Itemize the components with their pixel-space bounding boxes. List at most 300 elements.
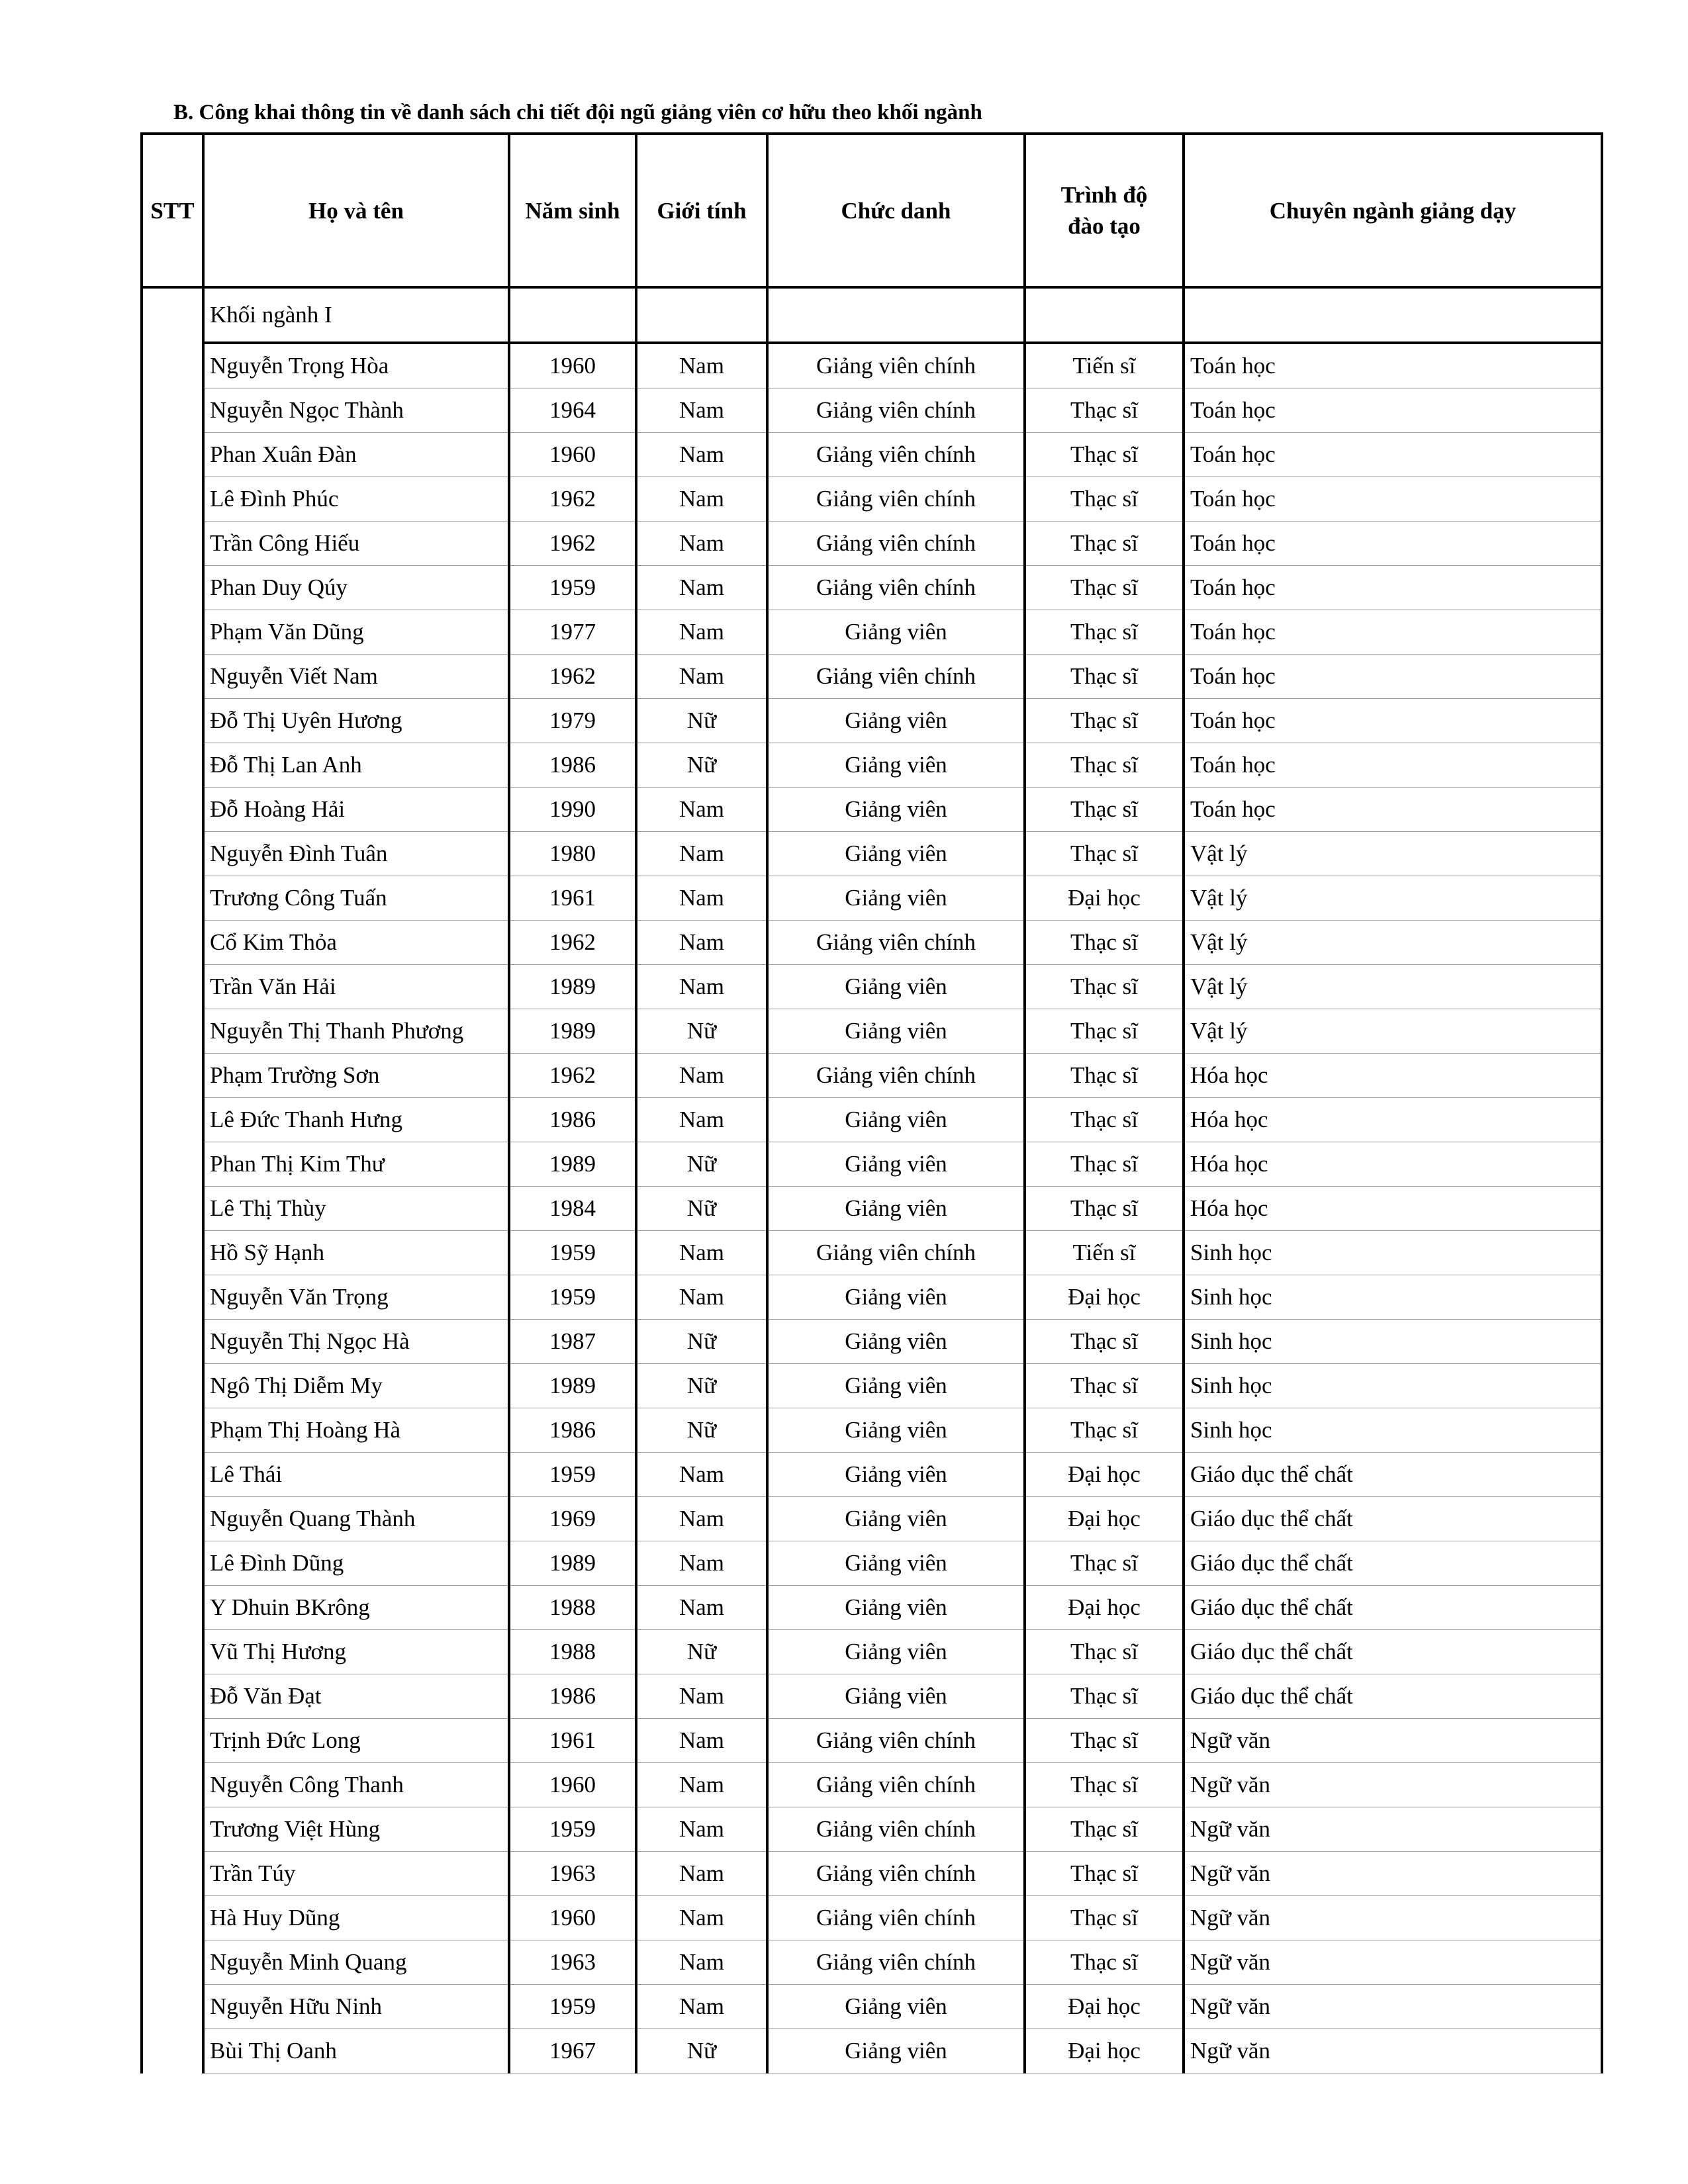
degree-cell: Thạc sĩ [1025, 477, 1184, 522]
gender-cell: Nam [636, 1719, 767, 1763]
title-cell: Giảng viên [767, 1275, 1025, 1320]
column-header-title: Chức danh [767, 134, 1025, 287]
gender-cell: Nam [636, 876, 767, 921]
major-cell: Hóa học [1184, 1054, 1602, 1098]
major-cell: Giáo dục thể chất [1184, 1630, 1602, 1674]
stt-cell [142, 1098, 203, 1142]
title-cell: Giảng viên chính [767, 1719, 1025, 1763]
birth-year-cell: 1962 [509, 477, 636, 522]
birth-year-cell: 1988 [509, 1586, 636, 1630]
degree-cell: Thạc sĩ [1025, 1364, 1184, 1408]
degree-cell: Đại học [1025, 1497, 1184, 1541]
stt-cell [142, 832, 203, 876]
birth-year-cell: 1960 [509, 343, 636, 388]
major-cell: Toán học [1184, 743, 1602, 788]
table-row [142, 477, 1602, 522]
column-header-name: Họ và tên [203, 134, 509, 287]
major-cell: Giáo dục thể chất [1184, 1586, 1602, 1630]
gender-cell: Nam [636, 343, 767, 388]
table-row [142, 1497, 1602, 1541]
table-body [142, 287, 1602, 2073]
gender-cell: Nam [636, 1674, 767, 1719]
stt-cell [142, 610, 203, 655]
gender-cell: Nam [636, 1586, 767, 1630]
degree-cell: Thạc sĩ [1025, 965, 1184, 1009]
birth-year-cell: 1961 [509, 1719, 636, 1763]
table-row [142, 1054, 1602, 1098]
empty-cell [1025, 287, 1184, 343]
gender-cell: Nữ [636, 2029, 767, 2073]
name-cell: Trương Công Tuấn [203, 876, 509, 921]
birth-year-cell: 1989 [509, 1364, 636, 1408]
gender-cell: Nam [636, 1763, 767, 1807]
birth-year-cell: 1961 [509, 876, 636, 921]
degree-cell: Thạc sĩ [1025, 1763, 1184, 1807]
column-header-stt: STT [142, 134, 203, 287]
gender-cell: Nữ [636, 1187, 767, 1231]
degree-cell: Tiến sĩ [1025, 1231, 1184, 1275]
name-cell: Phan Duy Qúy [203, 566, 509, 610]
title-cell: Giảng viên chính [767, 655, 1025, 699]
gender-cell: Nam [636, 1453, 767, 1497]
stt-cell [142, 1320, 203, 1364]
stt-cell [142, 699, 203, 743]
table-row [142, 876, 1602, 921]
table-row [142, 1187, 1602, 1231]
birth-year-cell: 1986 [509, 743, 636, 788]
degree-cell: Thạc sĩ [1025, 566, 1184, 610]
table-row [142, 1940, 1602, 1985]
birth-year-cell: 1986 [509, 1674, 636, 1719]
gender-cell: Nam [636, 1940, 767, 1985]
title-cell: Giảng viên [767, 1453, 1025, 1497]
gender-cell: Nam [636, 1497, 767, 1541]
degree-cell: Thạc sĩ [1025, 1408, 1184, 1453]
table-row [142, 1719, 1602, 1763]
name-cell: Lê Đình Dũng [203, 1541, 509, 1586]
title-cell: Giảng viên [767, 610, 1025, 655]
stt-cell [142, 433, 203, 477]
name-cell: Nguyễn Trọng Hòa [203, 343, 509, 388]
name-cell: Nguyễn Ngọc Thành [203, 388, 509, 433]
stt-cell [142, 1586, 203, 1630]
degree-cell: Thạc sĩ [1025, 1852, 1184, 1896]
name-cell: Ngô Thị Diễm My [203, 1364, 509, 1408]
degree-cell: Thạc sĩ [1025, 522, 1184, 566]
title-cell: Giảng viên chính [767, 921, 1025, 965]
degree-cell: Thạc sĩ [1025, 1187, 1184, 1231]
name-cell: Phạm Thị Hoàng Hà [203, 1408, 509, 1453]
table-row [142, 965, 1602, 1009]
title-cell: Giảng viên [767, 788, 1025, 832]
name-cell: Bùi Thị Oanh [203, 2029, 509, 2073]
degree-cell: Thạc sĩ [1025, 743, 1184, 788]
table-row [142, 1896, 1602, 1940]
birth-year-cell: 1989 [509, 1142, 636, 1187]
gender-cell: Nam [636, 1541, 767, 1586]
table-row [142, 1408, 1602, 1453]
birth-year-cell: 1962 [509, 522, 636, 566]
stt-cell [142, 743, 203, 788]
name-cell: Nguyễn Viết Nam [203, 655, 509, 699]
stt-cell [142, 1453, 203, 1497]
lecturer-table [140, 132, 1603, 2073]
table-row [142, 1541, 1602, 1586]
gender-cell: Nam [636, 1275, 767, 1320]
table-row [142, 1763, 1602, 1807]
title-cell: Giảng viên [767, 743, 1025, 788]
gender-cell: Nữ [636, 743, 767, 788]
birth-year-cell: 1959 [509, 566, 636, 610]
stt-cell [142, 1054, 203, 1098]
table-row [142, 699, 1602, 743]
major-cell: Toán học [1184, 343, 1602, 388]
stt-cell [142, 1763, 203, 1807]
table-row [142, 655, 1602, 699]
gender-cell: Nữ [636, 699, 767, 743]
stt-cell [142, 788, 203, 832]
name-cell: Trần Túy [203, 1852, 509, 1896]
gender-cell: Nam [636, 1231, 767, 1275]
gender-cell: Nam [636, 965, 767, 1009]
title-cell: Giảng viên [767, 1320, 1025, 1364]
title-cell: Giảng viên [767, 1142, 1025, 1187]
name-cell: Phan Xuân Đàn [203, 433, 509, 477]
table-row [142, 522, 1602, 566]
stt-cell [142, 566, 203, 610]
title-cell: Giảng viên [767, 1985, 1025, 2029]
degree-cell: Thạc sĩ [1025, 1142, 1184, 1187]
name-cell: Nguyễn Văn Trọng [203, 1275, 509, 1320]
column-header-gender: Giới tính [636, 134, 767, 287]
title-cell: Giảng viên chính [767, 477, 1025, 522]
stt-cell [142, 1985, 203, 2029]
table-row [142, 433, 1602, 477]
birth-year-cell: 1960 [509, 1896, 636, 1940]
name-cell: Đỗ Thị Uyên Hương [203, 699, 509, 743]
degree-cell: Thạc sĩ [1025, 1896, 1184, 1940]
gender-cell: Nam [636, 1852, 767, 1896]
birth-year-cell: 1989 [509, 965, 636, 1009]
stt-cell [142, 1009, 203, 1054]
name-cell: Hồ Sỹ Hạnh [203, 1231, 509, 1275]
major-cell: Ngữ văn [1184, 1763, 1602, 1807]
major-cell: Vật lý [1184, 876, 1602, 921]
name-cell: Y Dhuin BKrông [203, 1586, 509, 1630]
birth-year-cell: 1980 [509, 832, 636, 876]
gender-cell: Nữ [636, 1009, 767, 1054]
name-cell: Nguyễn Quang Thành [203, 1497, 509, 1541]
degree-cell: Thạc sĩ [1025, 1541, 1184, 1586]
stt-cell [142, 1852, 203, 1896]
gender-cell: Nam [636, 1985, 767, 2029]
title-cell: Giảng viên chính [767, 1807, 1025, 1852]
major-cell: Ngữ văn [1184, 1807, 1602, 1852]
gender-cell: Nữ [636, 1320, 767, 1364]
title-cell: Giảng viên [767, 1098, 1025, 1142]
gender-cell: Nam [636, 1807, 767, 1852]
major-cell: Sinh học [1184, 1320, 1602, 1364]
table-row [142, 1674, 1602, 1719]
gender-cell: Nữ [636, 1630, 767, 1674]
degree-cell: Thạc sĩ [1025, 1940, 1184, 1985]
major-cell: Giáo dục thể chất [1184, 1674, 1602, 1719]
birth-year-cell: 1977 [509, 610, 636, 655]
title-cell: Giảng viên [767, 1408, 1025, 1453]
page-heading: B. Công khai thông tin về danh sách chi tiết đội ngũ giảng viên cơ hữu theo khối ngành [173, 101, 982, 124]
table-row [142, 832, 1602, 876]
title-cell: Giảng viên chính [767, 433, 1025, 477]
gender-cell: Nữ [636, 1142, 767, 1187]
name-cell: Đỗ Hoàng Hải [203, 788, 509, 832]
major-cell: Sinh học [1184, 1364, 1602, 1408]
birth-year-cell: 1962 [509, 655, 636, 699]
birth-year-cell: 1967 [509, 2029, 636, 2073]
table-row [142, 610, 1602, 655]
table-row [142, 1231, 1602, 1275]
name-cell: Hà Huy Dũng [203, 1896, 509, 1940]
column-header-birth-year: Năm sinh [509, 134, 636, 287]
stt-cell [142, 343, 203, 388]
stt-cell [142, 287, 203, 343]
title-cell: Giảng viên chính [767, 1896, 1025, 1940]
birth-year-cell: 1959 [509, 1231, 636, 1275]
table-row [142, 1098, 1602, 1142]
stt-cell [142, 1364, 203, 1408]
table-row [142, 2029, 1602, 2073]
stt-cell [142, 388, 203, 433]
title-cell: Giảng viên chính [767, 1054, 1025, 1098]
title-cell: Giảng viên [767, 1364, 1025, 1408]
degree-cell: Thạc sĩ [1025, 1674, 1184, 1719]
major-cell: Ngữ văn [1184, 1940, 1602, 1985]
name-cell: Phạm Trường Sơn [203, 1054, 509, 1098]
name-cell: Đỗ Văn Đạt [203, 1674, 509, 1719]
name-cell: Trần Công Hiếu [203, 522, 509, 566]
degree-cell: Đại học [1025, 1586, 1184, 1630]
birth-year-cell: 1979 [509, 699, 636, 743]
stt-cell [142, 1807, 203, 1852]
name-cell: Lê Thái [203, 1453, 509, 1497]
degree-cell: Thạc sĩ [1025, 1009, 1184, 1054]
degree-cell: Thạc sĩ [1025, 1807, 1184, 1852]
table-row [142, 388, 1602, 433]
stt-cell [142, 965, 203, 1009]
major-cell: Ngữ văn [1184, 1719, 1602, 1763]
birth-year-cell: 1959 [509, 1985, 636, 2029]
degree-cell: Thạc sĩ [1025, 699, 1184, 743]
stt-cell [142, 1896, 203, 1940]
title-cell: Giảng viên [767, 2029, 1025, 2073]
table-row [142, 1364, 1602, 1408]
group-row [142, 287, 1602, 343]
degree-cell: Thạc sĩ [1025, 832, 1184, 876]
title-cell: Giảng viên chính [767, 1852, 1025, 1896]
major-cell: Toán học [1184, 522, 1602, 566]
gender-cell: Nam [636, 921, 767, 965]
birth-year-cell: 1962 [509, 1054, 636, 1098]
name-cell: Nguyễn Thị Ngọc Hà [203, 1320, 509, 1364]
group-label: Khối ngành I [203, 287, 509, 343]
name-cell: Lê Thị Thùy [203, 1187, 509, 1231]
degree-cell: Tiến sĩ [1025, 343, 1184, 388]
degree-cell: Thạc sĩ [1025, 1098, 1184, 1142]
title-cell: Giảng viên [767, 965, 1025, 1009]
title-cell: Giảng viên [767, 1497, 1025, 1541]
name-cell: Phan Thị Kim Thư [203, 1142, 509, 1187]
degree-cell: Đại học [1025, 1275, 1184, 1320]
degree-cell: Thạc sĩ [1025, 1054, 1184, 1098]
name-cell: Nguyễn Thị Thanh Phương [203, 1009, 509, 1054]
title-cell: Giảng viên [767, 832, 1025, 876]
birth-year-cell: 1987 [509, 1320, 636, 1364]
gender-cell: Nam [636, 1054, 767, 1098]
title-cell: Giảng viên [767, 1009, 1025, 1054]
birth-year-cell: 1963 [509, 1852, 636, 1896]
birth-year-cell: 1959 [509, 1275, 636, 1320]
degree-cell: Thạc sĩ [1025, 1320, 1184, 1364]
title-cell: Giảng viên chính [767, 522, 1025, 566]
degree-cell: Thạc sĩ [1025, 1630, 1184, 1674]
table-row [142, 1320, 1602, 1364]
birth-year-cell: 1986 [509, 1098, 636, 1142]
column-header-degree: Trình độ đào tạo [1025, 134, 1184, 287]
table-row [142, 1009, 1602, 1054]
title-cell: Giảng viên chính [767, 1231, 1025, 1275]
major-cell: Ngữ văn [1184, 1896, 1602, 1940]
major-cell: Giáo dục thể chất [1184, 1541, 1602, 1586]
birth-year-cell: 1960 [509, 433, 636, 477]
table-row [142, 1586, 1602, 1630]
stt-cell [142, 876, 203, 921]
stt-cell [142, 1408, 203, 1453]
gender-cell: Nam [636, 433, 767, 477]
name-cell: Lê Đức Thanh Hưng [203, 1098, 509, 1142]
gender-cell: Nam [636, 788, 767, 832]
gender-cell: Nam [636, 832, 767, 876]
major-cell: Toán học [1184, 699, 1602, 743]
title-cell: Giảng viên [767, 1541, 1025, 1586]
birth-year-cell: 1959 [509, 1453, 636, 1497]
column-header-major: Chuyên ngành giảng dạy [1184, 134, 1602, 287]
birth-year-cell: 1989 [509, 1009, 636, 1054]
degree-cell: Thạc sĩ [1025, 433, 1184, 477]
stt-cell [142, 1719, 203, 1763]
degree-cell: Thạc sĩ [1025, 388, 1184, 433]
degree-cell: Thạc sĩ [1025, 788, 1184, 832]
major-cell: Toán học [1184, 655, 1602, 699]
table-row [142, 343, 1602, 388]
gender-cell: Nam [636, 1098, 767, 1142]
major-cell: Toán học [1184, 477, 1602, 522]
degree-cell: Đại học [1025, 1453, 1184, 1497]
major-cell: Vật lý [1184, 965, 1602, 1009]
title-cell: Giảng viên [767, 1586, 1025, 1630]
stt-cell [142, 1231, 203, 1275]
table-row [142, 566, 1602, 610]
stt-cell [142, 1275, 203, 1320]
degree-cell: Thạc sĩ [1025, 921, 1184, 965]
birth-year-cell: 1963 [509, 1940, 636, 1985]
stt-cell [142, 477, 203, 522]
major-cell: Ngữ văn [1184, 1985, 1602, 2029]
major-cell: Hóa học [1184, 1142, 1602, 1187]
birth-year-cell: 1989 [509, 1541, 636, 1586]
title-cell: Giảng viên chính [767, 1763, 1025, 1807]
birth-year-cell: 1988 [509, 1630, 636, 1674]
table-row [142, 1985, 1602, 2029]
major-cell: Sinh học [1184, 1275, 1602, 1320]
empty-cell [767, 287, 1025, 343]
empty-cell [1184, 287, 1602, 343]
stt-cell [142, 2029, 203, 2073]
degree-cell: Đại học [1025, 1985, 1184, 2029]
major-cell: Toán học [1184, 388, 1602, 433]
name-cell: Đỗ Thị Lan Anh [203, 743, 509, 788]
gender-cell: Nam [636, 1896, 767, 1940]
title-cell: Giảng viên [767, 699, 1025, 743]
major-cell: Vật lý [1184, 832, 1602, 876]
title-cell: Giảng viên chính [767, 388, 1025, 433]
table-row [142, 788, 1602, 832]
table-row [142, 1453, 1602, 1497]
table-row [142, 743, 1602, 788]
empty-cell [509, 287, 636, 343]
empty-cell [636, 287, 767, 343]
birth-year-cell: 1990 [509, 788, 636, 832]
name-cell: Nguyễn Công Thanh [203, 1763, 509, 1807]
birth-year-cell: 1960 [509, 1763, 636, 1807]
major-cell: Hóa học [1184, 1098, 1602, 1142]
major-cell: Toán học [1184, 610, 1602, 655]
name-cell: Lê Đình Phúc [203, 477, 509, 522]
name-cell: Trương Việt Hùng [203, 1807, 509, 1852]
title-cell: Giảng viên chính [767, 566, 1025, 610]
table-row [142, 921, 1602, 965]
birth-year-cell: 1969 [509, 1497, 636, 1541]
gender-cell: Nữ [636, 1364, 767, 1408]
major-cell: Ngữ văn [1184, 2029, 1602, 2073]
name-cell: Trần Văn Hải [203, 965, 509, 1009]
stt-cell [142, 921, 203, 965]
birth-year-cell: 1984 [509, 1187, 636, 1231]
name-cell: Cổ Kim Thỏa [203, 921, 509, 965]
title-cell: Giảng viên [767, 1187, 1025, 1231]
gender-cell: Nam [636, 566, 767, 610]
major-cell: Sinh học [1184, 1408, 1602, 1453]
table-header [142, 134, 1602, 287]
table-row [142, 1142, 1602, 1187]
gender-cell: Nam [636, 655, 767, 699]
birth-year-cell: 1962 [509, 921, 636, 965]
stt-cell [142, 1630, 203, 1674]
stt-cell [142, 1497, 203, 1541]
name-cell: Nguyễn Minh Quang [203, 1940, 509, 1985]
major-cell: Vật lý [1184, 1009, 1602, 1054]
major-cell: Toán học [1184, 788, 1602, 832]
stt-cell [142, 522, 203, 566]
name-cell: Trịnh Đức Long [203, 1719, 509, 1763]
table-row [142, 1630, 1602, 1674]
major-cell: Giáo dục thể chất [1184, 1497, 1602, 1541]
stt-cell [142, 1541, 203, 1586]
birth-year-cell: 1964 [509, 388, 636, 433]
title-cell: Giảng viên [767, 1630, 1025, 1674]
title-cell: Giảng viên [767, 876, 1025, 921]
degree-cell: Thạc sĩ [1025, 655, 1184, 699]
degree-cell: Thạc sĩ [1025, 1719, 1184, 1763]
name-cell: Phạm Văn Dũng [203, 610, 509, 655]
